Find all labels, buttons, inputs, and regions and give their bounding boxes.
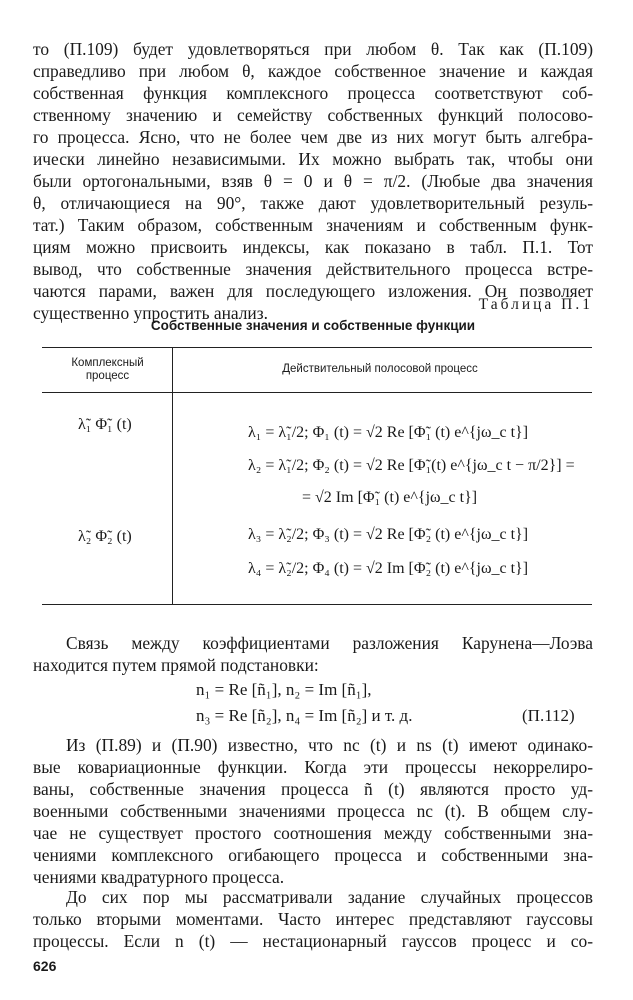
text-line: процессы. Если n (t) — нестационарный гауссов процесс и со- — [33, 931, 593, 951]
header-line: Комплексный — [71, 357, 144, 369]
table-label: Таблица П.1 — [478, 296, 593, 313]
text-line: тат.) Таким образом, собственным значениям и собственным функ- — [33, 215, 593, 235]
page-number: 626 — [33, 958, 57, 974]
equation-line: n₁ = Re [ñ₁], n₂ = Im [ñ₁], — [196, 680, 372, 699]
text-line: ственному значению и семейству собственных функций полосово- — [33, 105, 593, 125]
header-line: процесс — [85, 370, 130, 382]
table-caption: Собственные значения и собственные функции — [150, 318, 476, 333]
table-cell-real: λ₄ = λ̃₂/2; Φ₄ (t) = √2 Im [Φ̃₂ (t) e^{jω_c t}] — [248, 560, 529, 577]
text-line: вые ковариационные функции. Когда эти процессы некоррелиро- — [33, 757, 593, 777]
text-line: чае не существует простого соотношения между собственными зна- — [33, 823, 593, 843]
table-bottom-rule — [42, 604, 592, 605]
text-line: чаются парами, важен для последующего изложения. Он позволяет — [33, 281, 593, 301]
table-cell-real: λ₁ = λ̃₁/2; Φ₁ (t) = √2 Re [Φ̃₁ (t) e^{jω_c t}] — [248, 424, 529, 441]
text-line: то (П.109) будет удовлетворяться при любом θ. Так как (П.109) — [33, 39, 593, 59]
text-line: циям можно присвоить индексы, как показано в табл. П.1. Тот — [33, 237, 593, 257]
text-line: только вторыми моментами. Часто интерес представляют гауссовы — [33, 909, 593, 929]
text-line: Связь между коэффициентами разложения Карунена—Лоэва — [66, 633, 593, 653]
text-line: существенно упростить анализ. — [33, 303, 268, 323]
text-line: го процесса. Ясно, что не более чем две из них могут быть алгебра- — [33, 127, 593, 147]
table-top-rule — [42, 347, 592, 348]
text-line: военными собственными значениями процесса nc (t). В общем слу- — [33, 801, 593, 821]
text-line: ваны, собственные значения процесса ñ (t) являются просто уд- — [33, 779, 593, 799]
text-line: чениями квадратурного процесса. — [33, 867, 285, 887]
text-line: До сих пор мы рассматривали задание случайных процессов — [66, 887, 593, 907]
text-line: Из (П.89) и (П.90) известно, что nc (t) и ns (t) имеют одинако- — [66, 735, 593, 755]
text-line: θ, отличающиеся на 90°, также дают удовлетворительный резуль- — [33, 193, 593, 213]
equation-number: (П.112) — [522, 706, 575, 725]
table-cell-real: λ₂ = λ̃₁/2; Φ₂ (t) = √2 Re [Φ̃₁(t) e^{jω_c t − π/2}] = — [248, 457, 575, 474]
column-header-complex — [50, 357, 165, 383]
text-line: находится путем прямой подстановки: — [33, 655, 319, 675]
equation-line: n₃ = Re [ñ₂], n₄ = Im [ñ₂] и т. д. — [196, 706, 413, 725]
text-line: вывод, что собственные значения действительного процесса встре- — [33, 259, 593, 279]
text-line: чениями комплексного огибающего процесса и собственными зна- — [33, 845, 593, 865]
text-line: собственная функция комплексного процесса соответствуют соб- — [33, 83, 593, 103]
table-cell-real: λ₃ = λ̃₂/2; Φ₃ (t) = √2 Re [Φ̃₂ (t) e^{jω_c t}] — [248, 526, 529, 543]
table-column-divider — [172, 347, 173, 605]
text-line: были ортогональными, взяв θ = 0 и θ = π/2. (Любые два значения — [33, 171, 593, 191]
text-line: ически линейно независимыми. Их можно выбрать так, чтобы они — [33, 149, 593, 169]
table-cell-real: = √2 Im [Φ̃₁ (t) e^{jω_c t}] — [302, 489, 478, 506]
table-header-rule — [42, 392, 592, 393]
text-line: справедливо при любом θ, каждое собственное значение и каждая — [33, 61, 593, 81]
table-cell-complex: λ̃₂ Φ̃₂ (t) — [78, 528, 132, 545]
table-cell-complex: λ̃₁ Φ̃₁ (t) — [78, 416, 132, 433]
column-header-real: Действительный полосовой процесс — [282, 363, 478, 375]
